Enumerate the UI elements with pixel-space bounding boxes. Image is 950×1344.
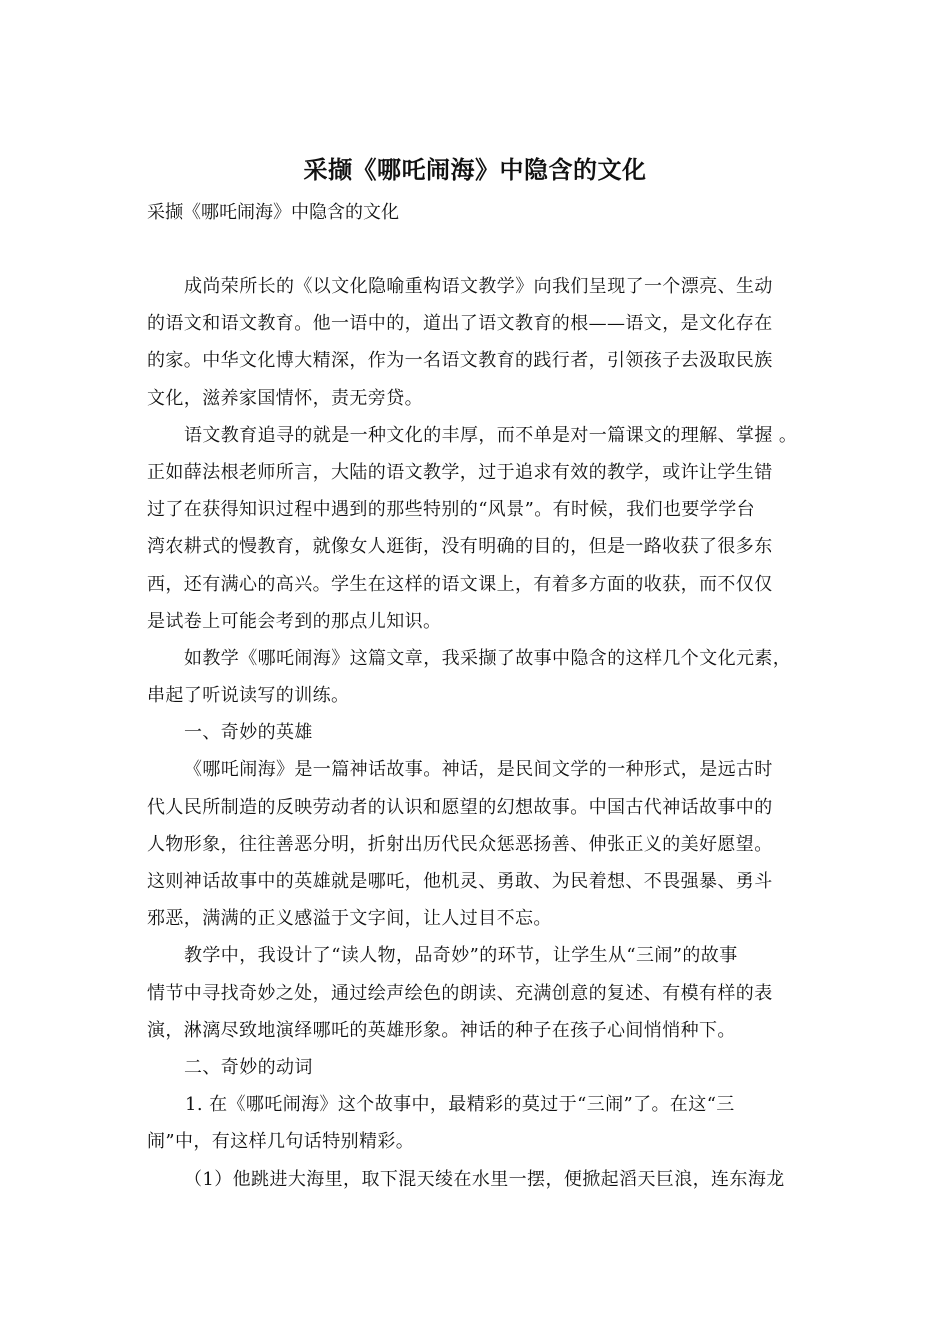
paragraph-line: 这则神话故事中的英雄就是哪吒，他机灵、勇敢、为民着想、不畏强暴、勇斗 <box>147 871 773 892</box>
paragraph-line: 成尚荣所长的《以文化隐喻重构语文教学》向我们呈现了一个漂亮、生动 <box>184 276 773 297</box>
paragraph-line: 正如薛法根老师所言，大陆的语文教学，过于追求有效的教学，或许让学生错 <box>147 461 773 483</box>
paragraph-line: 的语文和语文教育。他一语中的，道出了语文教育的根——语文，是文化存在 <box>147 313 773 335</box>
paragraph-line: 情节中寻找奇妙之处，通过绘声绘色的朗读、充满创意的复述、有模有样的表 <box>147 982 773 1004</box>
paragraph-line: 文化，滋养家国情怀，责无旁贷。 <box>147 387 423 409</box>
paragraph-line: 过了在获得知识过程中遇到的那些特别的“风景”。有时候，我们也要学学台 <box>147 499 756 521</box>
document-body <box>147 268 811 1198</box>
paragraph-line: 邪恶，满满的正义感溢于文字间，让人过目不忘。 <box>147 908 552 930</box>
paragraph-line: （1）他跳进大海里，取下混天绫在水里一摆，便掀起滔天巨浪，连东海龙 <box>184 1168 785 1190</box>
paragraph-line: 人物形象，往往善恶分明，折射出历代民众惩恶扬善、伸张正义的美好愿望。 <box>147 833 773 855</box>
paragraph-line: 串起了听说读写的训练。 <box>147 685 350 707</box>
paragraph-line: 《哪吒闹海》是一篇神话故事。神话，是民间文学的一种形式，是远古时 <box>184 759 773 781</box>
document-subtitle: 采撷《哪吒闹海》中隐含的文化 <box>147 202 399 223</box>
paragraph-line: 如教学《哪吒闹海》这篇文章，我采撷了故事中隐含的这样几个文化元素， <box>184 647 792 669</box>
paragraph-line: 语文教育追寻的就是一种文化的丰厚，而不单是对一篇课文的理解、掌握 。 <box>184 424 798 446</box>
paragraph-line: 演，淋漓尽致地演绎哪吒的英雄形象。神话的种子在孩子心间悄悄种下。 <box>147 1019 736 1041</box>
paragraph-line: 1. 在《哪吒闹海》这个故事中，最精彩的莫过于“三闹”了。在这“三 <box>185 1094 735 1116</box>
paragraph-line: 的家。中华文化博大精深，作为一名语文教育的践行者，引领孩子去汲取民族 <box>147 350 773 372</box>
paragraph-line: 教学中，我设计了“读人物，品奇妙”的环节，让学生从“三闹”的故事 <box>184 945 738 967</box>
paragraph-line: 西，还有满心的高兴。学生在这样的语文课上，有着多方面的收获，而不仅仅 <box>147 573 773 595</box>
paragraph-line: 闹”中，有这样几句话特别精彩。 <box>147 1131 415 1153</box>
paragraph-line: 是试卷上可能会考到的那点儿知识。 <box>147 610 442 632</box>
paragraph-line: 代人民所制造的反映劳动者的认识和愿望的幻想故事。中国古代神话故事中的 <box>147 796 773 818</box>
section-heading: 一、奇妙的英雄 <box>184 722 313 744</box>
section-heading: 二、奇妙的动词 <box>184 1056 313 1078</box>
document-title: 采撷《哪吒闹海》中隐含的文化 <box>303 155 647 184</box>
paragraph-line: 湾农耕式的慢教育，就像女人逛街，没有明确的目的，但是一路收获了很多东 <box>147 536 773 558</box>
